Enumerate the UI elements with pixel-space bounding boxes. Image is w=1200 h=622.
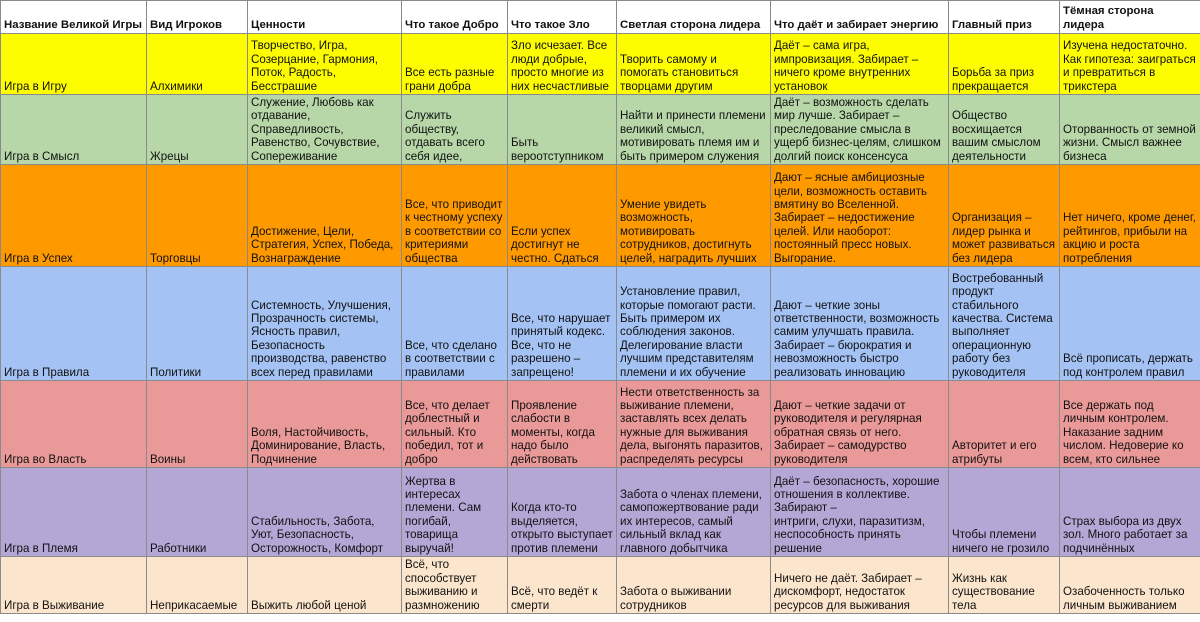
cell-values[interactable]: Воля, Настойчивость, Доминирование, Власть, Подчинение [248,381,402,468]
cell-leader-light-side[interactable]: Забота о членах племени, самопожертвование ради их интересов, самый сильный вклад как главного добытчика [617,468,771,557]
cell-leader-dark-side[interactable]: Страх выбора из двух зол. Много работает за подчинённых [1060,468,1200,557]
cell-game-name[interactable]: Игра в Племя [1,468,147,557]
cell-leader-light-side[interactable]: Нести ответственность за выживание племени, заставлять всех делать нужные для выживания дела, выгонять паразитов, распределять ресурсы [617,381,771,468]
cell-game-name[interactable]: Игра в Смысл [1,95,147,165]
cell-leader-dark-side[interactable]: Всё прописать, держать под контролем правил [1060,267,1200,381]
cell-values[interactable]: Системность, Улучшения, Прозрачность системы, Ясность правил, Безопасность производства, равенство всех перед правилами [248,267,402,381]
cell-main-prize[interactable]: Борьба за приз прекращается [949,34,1060,95]
cell-values[interactable]: Стабильность, Забота, Уют, Безопасность, Осторожность, Комфорт [248,468,402,557]
cell-energy[interactable]: Дают – четкие задачи от руководителя и регулярная обратная связь от него. Забирает – самодурство руководителя [771,381,949,468]
cell-values[interactable]: Выжить любой ценой [248,557,402,614]
cell-player-type[interactable]: Торговцы [147,165,248,267]
cell-main-prize[interactable]: Общество восхищается вашим смыслом деятельности [949,95,1060,165]
cell-good[interactable]: Все есть разные грани добра [402,34,508,95]
cell-energy[interactable]: Дают – четкие зоны ответственности, возможность самим улучшать правила. Забирает – бюрократия и невозможность быстро реализовать инновацию [771,267,949,381]
cell-player-type[interactable]: Воины [147,381,248,468]
cell-good[interactable]: Все, что сделано в соответствии с правилами [402,267,508,381]
cell-evil[interactable]: Все, что нарушает принятый кодекс. Все, что не разрешено – запрещено! [508,267,617,381]
header-main-prize[interactable]: Главный приз [949,1,1060,34]
header-values[interactable]: Ценности [248,1,402,34]
cell-game-name[interactable]: Игра в Игру [1,34,147,95]
cell-main-prize[interactable]: Организация – лидер рынка и может развиваться без лидера [949,165,1060,267]
table-row [1,34,1200,95]
cell-evil[interactable]: Быть вероотступником [508,95,617,165]
cell-leader-dark-side[interactable]: Озабоченность только личным выживанием [1060,557,1200,614]
header-evil[interactable]: Что такое Зло [508,1,617,34]
cell-evil[interactable]: Если успех достигнут не честно. Сдаться [508,165,617,267]
table-row [1,468,1200,557]
cell-player-type[interactable]: Алхимики [147,34,248,95]
cell-leader-light-side[interactable]: Забота о выживании сотрудников [617,557,771,614]
cell-leader-dark-side[interactable]: Оторванность от земной жизни. Смысл важнее бизнеса [1060,95,1200,165]
cell-main-prize[interactable]: Чтобы племени ничего не грозило [949,468,1060,557]
header-game-name[interactable]: Название Великой Игры [1,1,147,34]
cell-player-type[interactable]: Политики [147,267,248,381]
cell-good[interactable]: Все, что делает доблестный и сильный. Кто победил, тот и добро [402,381,508,468]
table-row [1,381,1200,468]
header-energy[interactable]: Что даёт и забирает энергию [771,1,949,34]
cell-energy[interactable]: Даёт – сама игра, импровизация. Забирает – ничего кроме внутренних установок [771,34,949,95]
cell-good[interactable]: Все, что приводит к честному успеху в соответствии со критериями общества [402,165,508,267]
cell-leader-light-side[interactable]: Найти и принести племени великий смысл, мотивировать племя им и быть примером служения [617,95,771,165]
table-row [1,557,1200,614]
cell-player-type[interactable]: Жрецы [147,95,248,165]
table-row [1,267,1200,381]
cell-main-prize[interactable]: Востребованный продукт стабильного качества. Система выполняет операционную работу без руководителя [949,267,1060,381]
cell-values[interactable]: Достижение, Цели, Стратегия, Успех, Победа, Вознаграждение [248,165,402,267]
cell-leader-light-side[interactable]: Творить самому и помогать становиться творцами другим [617,34,771,95]
cell-evil[interactable]: Зло исчезает. Все люди добрые, просто многие из них несчастливые [508,34,617,95]
cell-player-type[interactable]: Неприкасаемые [147,557,248,614]
cell-energy[interactable]: Даёт – возможность сделать мир лучше. Забирает – преследование смысла в ущерб бизнес-целям, слишком долгий поиск консенсуса [771,95,949,165]
cell-energy[interactable]: Дают – ясные амбициозные цели, возможность оставить вмятину во Вселенной. Забирает – недостижение целей. Или наоборот: постоянный пресс новых. Выгорание. [771,165,949,267]
cell-leader-light-side[interactable]: Установление правил, которые помогают расти. Быть примером их соблюдения законов. Делегирование власти лучшим представителям племени и их обучение [617,267,771,381]
header-good[interactable]: Что такое Добро [402,1,508,34]
cell-leader-dark-side[interactable]: Нет ничего, кроме денег, рейтингов, прибыли на акцию и роста потребления [1060,165,1200,267]
header-player-type[interactable]: Вид Игроков [147,1,248,34]
cell-leader-dark-side[interactable]: Все держать под личным контролем. Наказание задним числом. Недоверие ко всем, кто сильнее [1060,381,1200,468]
cell-main-prize[interactable]: Авторитет и его атрибуты [949,381,1060,468]
cell-leader-light-side[interactable]: Умение увидеть возможность, мотивировать сотрудников, достигнуть целей, наградить лучших [617,165,771,267]
table-row [1,95,1200,165]
cell-energy[interactable]: Даёт – безопасность, хорошие отношения в коллективе. Забирают – интриги, слухи, паразитизм, неспособность принять решение [771,468,949,557]
cell-good[interactable]: Жертва в интересах племени. Сам погибай, товарища выручай! [402,468,508,557]
header-row [1,1,1200,34]
cell-main-prize[interactable]: Жизнь как существование тела [949,557,1060,614]
cell-evil[interactable]: Когда кто-то выделяется, открыто выступает против племени [508,468,617,557]
cell-game-name[interactable]: Игра во Власть [1,381,147,468]
cell-good[interactable]: Служить обществу, отдавать всего себя идее, [402,95,508,165]
cell-game-name[interactable]: Игра в Правила [1,267,147,381]
cell-good[interactable]: Всё, что способствует выживанию и размножению [402,557,508,614]
cell-energy[interactable]: Ничего не даёт. Забирает – дискомфорт, недостаток ресурсов для выживания [771,557,949,614]
header-leader-light-side[interactable]: Светлая сторона лидера [617,1,771,34]
cell-leader-dark-side[interactable]: Изучена недостаточно. Как гипотеза: заиграться и превратиться в трикстера [1060,34,1200,95]
cell-game-name[interactable]: Игра в Выживание [1,557,147,614]
cell-values[interactable]: Служение, Любовь как отдавание, Справедливость, Равенство, Сочувствие, Сопереживание [248,95,402,165]
cell-game-name[interactable]: Игра в Успех [1,165,147,267]
header-leader-dark-side[interactable]: Тёмная сторона лидера [1060,1,1200,34]
table-row [1,165,1200,267]
cell-evil[interactable]: Проявление слабости в моменты, когда надо было действовать [508,381,617,468]
cell-player-type[interactable]: Работники [147,468,248,557]
cell-values[interactable]: Творчество, Игра, Созерцание, Гармония, Поток, Радость, Бесстрашие [248,34,402,95]
cell-evil[interactable]: Всё, что ведёт к смерти [508,557,617,614]
